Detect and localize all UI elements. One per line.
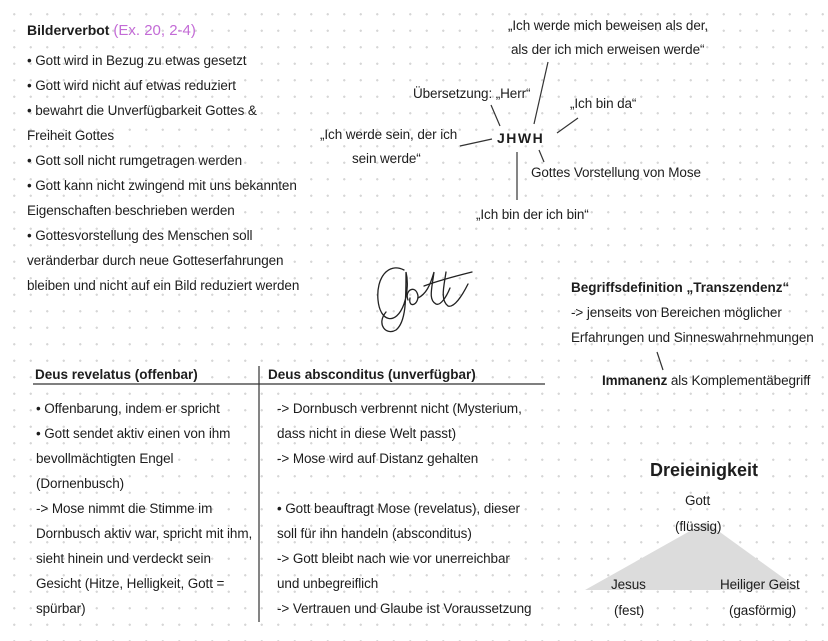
list-item: • Gott wird in Bezug zu etwas gesetzt bbox=[27, 53, 247, 68]
jhwh-bin-da: „Ich bin da“ bbox=[570, 96, 637, 111]
list-item: spürbar) bbox=[36, 601, 86, 616]
bilderverbot-heading bbox=[27, 22, 196, 39]
line-sein bbox=[460, 139, 492, 146]
list-item: • Gott sendet aktiv einen von ihm bbox=[36, 426, 231, 441]
list-item: -> Gott bleibt nach wie vor unerreichbar bbox=[277, 551, 510, 566]
revelatus-title: Deus revelatus (offenbar) bbox=[35, 367, 198, 382]
bilderverbot-reference: (Ex. 20, 2-4) bbox=[113, 22, 196, 39]
list-item: • Gott beauftragt Mose (revelatus), dieser bbox=[277, 501, 520, 516]
line-bin-da bbox=[557, 118, 578, 133]
trinity-jesus-state: (fest) bbox=[614, 603, 645, 618]
trinity-gott: Gott bbox=[685, 493, 711, 508]
list-item: Freiheit Gottes bbox=[27, 128, 115, 143]
jhwh-bin-der: „Ich bin der ich bin“ bbox=[476, 207, 589, 222]
jhwh-beweisen-line2: als der ich mich erweisen werde“ bbox=[511, 42, 705, 57]
list-item: -> Vertrauen und Glaube ist Voraussetzung bbox=[277, 601, 532, 616]
trinity-geist: Heiliger Geist bbox=[720, 577, 800, 592]
list-item: (Dornenbusch) bbox=[36, 476, 124, 491]
list-item: Gesicht (Hitze, Helligkeit, Gott = bbox=[36, 576, 225, 591]
list-item: und unbegreiflich bbox=[277, 576, 379, 591]
bilderverbot-title: Bilderverbot bbox=[27, 22, 110, 38]
list-item: • Gottesvorstellung des Menschen soll bbox=[27, 228, 253, 243]
bilderverbot-list bbox=[27, 48, 299, 298]
list-item: • Gott kann nicht zwingend mit uns bekannten bbox=[27, 178, 297, 193]
jhwh-sein-line2: sein werde“ bbox=[352, 151, 421, 166]
list-item: dass nicht in diese Welt passt) bbox=[277, 426, 456, 441]
line-beweisen bbox=[534, 62, 548, 124]
transzendenz-line1: -> jenseits von Bereichen möglicher bbox=[571, 305, 782, 320]
immanenz-description: als Komplementäbegriff bbox=[667, 373, 811, 388]
list-item: veränderbar durch neue Gotteserfahrungen bbox=[27, 253, 284, 268]
page-title bbox=[370, 262, 480, 332]
list-item: Dornbusch aktiv war, spricht mit ihm, bbox=[36, 526, 253, 541]
jhwh-beweisen-line1: „Ich werde mich beweisen als der, bbox=[508, 18, 709, 33]
jhwh-uebersetzung: Übersetzung: „Herr“ bbox=[413, 86, 531, 101]
list-item: bevollmächtigten Engel bbox=[36, 451, 174, 466]
list-item: soll für ihn handeln (absconditus) bbox=[277, 526, 472, 541]
list-item: • Gott wird nicht auf etwas reduziert bbox=[27, 78, 236, 93]
jhwh-sein-line1: „Ich werde sein, der ich bbox=[320, 127, 458, 142]
trinity-jesus: Jesus bbox=[611, 577, 646, 592]
list-item: -> Dornbusch verbrennt nicht (Mysterium, bbox=[277, 401, 522, 416]
absconditus-title: Deus absconditus (unverfügbar) bbox=[268, 367, 476, 382]
transzendenz-title: Begriffsdefinition „Transzendenz“ bbox=[571, 280, 790, 295]
list-item: sieht hinein und verdeckt sein bbox=[36, 551, 211, 566]
immanenz-term: Immanenz bbox=[602, 373, 668, 388]
immanenz-line bbox=[602, 368, 810, 393]
trinity-gott-state: (flüssig) bbox=[675, 519, 722, 534]
list-item: Eigenschaften beschrieben werden bbox=[27, 203, 235, 218]
list-item: bleiben und nicht auf ein Bild reduziert werden bbox=[27, 278, 300, 293]
line-uebersetzung bbox=[491, 105, 500, 126]
jhwh-center: JHWH bbox=[497, 130, 545, 146]
list-item: • Gott soll nicht rumgetragen werden bbox=[27, 153, 242, 168]
jhwh-vorstellung: Gottes Vorstellung von Mose bbox=[531, 165, 701, 180]
trinity-geist-state: (gasförmig) bbox=[729, 603, 797, 618]
transzendenz-line2: Erfahrungen und Sinneswahrnehmungen bbox=[571, 330, 814, 345]
list-item bbox=[277, 471, 531, 496]
absconditus-list bbox=[277, 396, 531, 621]
list-item: -> Mose nimmt die Stimme im bbox=[36, 501, 213, 516]
revelatus-list bbox=[36, 396, 252, 621]
list-item: -> Mose wird auf Distanz gehalten bbox=[277, 451, 479, 466]
list-item: • bewahrt die Unverfügbarkeit Gottes & bbox=[27, 103, 257, 118]
dreieinigkeit-title: Dreieinigkeit bbox=[650, 460, 759, 480]
list-item: • Offenbarung, indem er spricht bbox=[36, 401, 220, 416]
